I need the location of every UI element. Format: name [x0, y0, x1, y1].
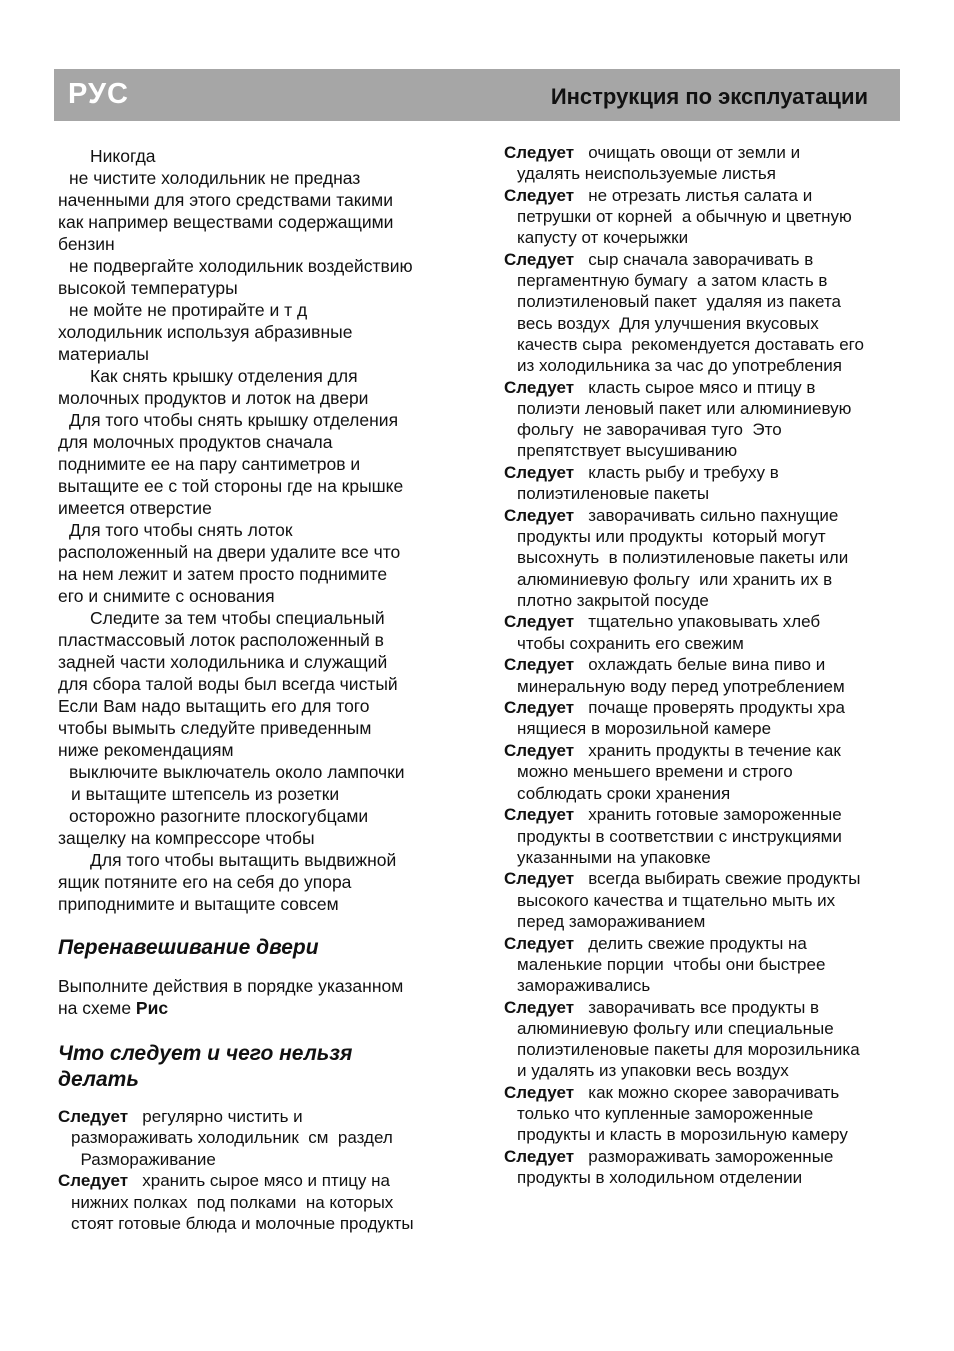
entry-continuation: пергаментную бумагу а затом класть в: [517, 271, 828, 291]
section-title-door-rehang: Перенавешивание двери: [58, 936, 319, 959]
guideline-entry: [504, 697, 904, 739]
entry-label: Следует: [504, 805, 575, 825]
section-title-dos-donts: Что следует и чего нельзя: [58, 1042, 353, 1065]
text-line: Как снять крышку отделения для: [90, 366, 358, 386]
entry-continuation: продукты в холодильном отделении: [517, 1168, 803, 1188]
entry-continuation: соблюдать сроки хранения: [517, 783, 731, 803]
text-line: наченными для этого средствами такими: [58, 190, 393, 210]
text-line: задней части холодильника и служащий: [58, 652, 388, 672]
entry-label: Следует: [58, 1171, 129, 1191]
section-title-dos-donts-cont: делать: [58, 1068, 139, 1091]
page-header: [54, 69, 900, 121]
entry-first-line: [504, 377, 904, 398]
entry-first-line: [504, 997, 904, 1018]
guideline-entry: [504, 1082, 904, 1146]
text-line: защелку на компрессоре чтобы: [58, 828, 315, 848]
text-line: материалы: [58, 344, 149, 364]
figure-reference: Рис: [135, 998, 169, 1018]
entry-text: хранить сырое мясо и птицу на: [142, 1171, 391, 1191]
entry-continuation: указанными на упаковке: [517, 847, 711, 867]
entry-label: Следует: [504, 505, 575, 525]
guideline-entry: [504, 804, 904, 868]
entry-label: Следует: [58, 1107, 129, 1126]
entry-continuation: продукты и класть в морозильную камеру: [517, 1125, 848, 1145]
entry-continuation: фольгу не заворачивая туго Это: [517, 420, 782, 440]
text-line: чтобы вымыть следуйте приведенным: [58, 718, 372, 738]
guideline-entry: [58, 1170, 458, 1234]
guideline-entry: [504, 142, 904, 184]
guideline-entry: [504, 868, 904, 932]
entry-text: хранить готовые замороженные: [588, 805, 842, 825]
section-text-line: Выполните действия в порядке указанном: [58, 976, 404, 996]
entry-label: Следует: [504, 741, 575, 761]
entry-continuation: алюминиевую фольгу или хранить их в: [517, 569, 833, 589]
entry-continuation: продукты или продукты который могут: [517, 527, 826, 547]
entry-text: заворачивать все продукты в: [588, 997, 820, 1017]
entry-continuation: полиэтиленовый пакет удаляя из пакета: [517, 292, 841, 312]
text-line: Следите за тем чтобы специальный: [90, 608, 385, 628]
entry-first-line: [504, 185, 904, 206]
section-text-fragment: на схеме: [58, 998, 136, 1018]
text-line: приподнимите и вытащите совсем: [58, 894, 339, 914]
text-line: высокой температуры: [58, 278, 238, 298]
entry-label: Следует: [504, 250, 575, 270]
text-line: ящик потяните его на себя до упора: [58, 872, 352, 892]
entry-continuation: алюминиевую фольгу или специальные: [517, 1018, 834, 1038]
entry-continuation: полиэти леновый пакет или алюминиевую: [517, 398, 852, 418]
entry-first-line: [58, 1106, 458, 1127]
entry-continuation: только что купленные замороженные: [517, 1104, 814, 1124]
entry-continuation: препятствует высушиванию: [517, 441, 738, 461]
text-line: на нем лежит и затем просто поднимите: [58, 564, 388, 584]
entry-label: Следует: [504, 997, 575, 1017]
entry-text: хранить продукты в течение как: [588, 741, 841, 761]
guideline-entry: [504, 740, 904, 804]
entry-continuation: из холодильника за час до употребления: [517, 356, 842, 376]
text-line: его и снимите с основания: [58, 586, 275, 606]
entry-continuation: петрушки от корней а обычную и цветную: [517, 207, 852, 227]
entry-text: тщательно упаковывать хлеб: [588, 612, 821, 632]
entry-label: Следует: [504, 463, 575, 483]
entry-continuation: маленькие порции чтобы они быстрее: [517, 954, 826, 974]
entry-continuation: замораживались: [517, 975, 651, 995]
text-line: молочных продуктов и лоток на двери: [58, 388, 369, 408]
entry-text: размораживать замороженные: [588, 1147, 834, 1167]
guideline-entry: [504, 462, 904, 504]
guideline-entry: [504, 933, 904, 997]
entry-text: заворачивать сильно пахнущие: [588, 505, 839, 525]
guideline-entry: [504, 1146, 904, 1188]
text-line: для сбора талой воды был всегда чистый: [58, 674, 398, 694]
right-entries: [504, 142, 904, 1188]
text-line: как например веществами содержащими: [58, 212, 394, 232]
entry-text: не отрезать листья салата и: [588, 185, 813, 205]
text-line: Для того чтобы снять крышку отделения: [69, 410, 399, 430]
entry-label: Следует: [504, 933, 575, 953]
text-line: холодильник используя абразивные: [58, 322, 353, 342]
intro-text: [58, 145, 458, 915]
text-line: не мойте не протирайте и т д: [69, 300, 308, 320]
entry-text: делить свежие продукты на: [588, 933, 807, 953]
text-line: пластмассовый лоток расположенный в: [58, 630, 384, 650]
guideline-entry: [504, 611, 904, 653]
entry-text: сыр сначала заворачивать в: [588, 250, 814, 270]
entry-label: Следует: [504, 612, 575, 632]
entry-continuation: капусту от кочерыжки: [517, 228, 689, 248]
entry-continuation: нижних полках под полками на которых: [71, 1192, 394, 1212]
text-line: осторожно разогните плоскогубцами: [69, 806, 369, 826]
entry-continuation: нящиеся в морозильной камере: [517, 719, 772, 739]
entry-continuation: весь воздух Для улучшения вкусовых: [517, 313, 819, 333]
entry-first-line: [504, 611, 904, 632]
text-line: поднимите ее на пару сантиметров и: [58, 454, 361, 474]
entry-first-line: [504, 1082, 904, 1103]
entry-label: Следует: [504, 869, 575, 889]
entry-first-line: [504, 868, 904, 889]
entry-first-line: [504, 740, 904, 761]
guideline-entry: [58, 1106, 458, 1170]
entry-text: охлаждать белые вина пиво и: [588, 655, 826, 675]
entry-continuation: высокого качества и тщательно мыть их: [517, 890, 836, 910]
entry-text: класть рыбу и требуху в: [588, 463, 779, 483]
entry-text: регулярно чистить и: [142, 1107, 303, 1126]
entry-first-line: [504, 1146, 904, 1167]
guideline-entry: [504, 377, 904, 462]
entry-text: очищать овощи от земли и: [588, 143, 801, 162]
entry-continuation: и удалять из упаковки весь воздух: [517, 1061, 789, 1081]
text-line: для молочных продуктов сначала: [58, 432, 333, 452]
entry-first-line: [504, 462, 904, 483]
entry-label: Следует: [504, 185, 575, 205]
entry-first-line: [504, 933, 904, 954]
entry-label: Следует: [504, 1082, 575, 1102]
entry-text: почаще проверять продукты хра: [588, 698, 846, 718]
guideline-entry: [504, 185, 904, 249]
entry-continuation: минеральную воду перед употреблением: [517, 676, 845, 696]
right-column: [504, 142, 904, 1189]
text-line: Для того чтобы снять лоток: [69, 520, 293, 540]
entry-label: Следует: [504, 655, 575, 675]
entry-continuation: чтобы сохранить его свежим: [517, 633, 744, 653]
entry-continuation: высохнуть в полиэтиленовые пакеты или: [517, 548, 849, 568]
entry-first-line: [504, 505, 904, 526]
left-column: [58, 145, 458, 1235]
text-line: и вытащите штепсель из розетки: [71, 784, 340, 804]
text-line: имеется отверстие: [58, 498, 212, 518]
text-line: Никогда: [90, 146, 156, 166]
text-line: выключите выключатель около лампочки: [69, 762, 405, 782]
entry-continuation: полиэтиленовые пакеты для морозильника: [517, 1040, 860, 1060]
entry-first-line: [504, 697, 904, 718]
text-line: вытащите ее с той стороны где на крышке: [58, 476, 404, 496]
guideline-entry: [504, 997, 904, 1082]
language-label: РУС: [68, 78, 129, 110]
guideline-entry: [504, 505, 904, 611]
entry-continuation: можно меньшего времени и строго: [517, 762, 793, 782]
entry-text: как можно скорее заворачивать: [588, 1082, 840, 1102]
entry-continuation: стоят готовые блюда и молочные продукты: [71, 1213, 414, 1233]
entry-continuation: продукты в соответствии с инструкциями: [517, 826, 842, 846]
text-line: Если Вам надо вытащить его для того: [58, 696, 370, 716]
text-line: Для того чтобы вытащить выдвижной: [90, 850, 397, 870]
entry-continuation: удалять неиспользуемые листья: [517, 164, 776, 184]
left-entries: [58, 1106, 458, 1234]
entry-first-line: [504, 654, 904, 675]
section-text-line: [58, 997, 458, 1019]
text-line: ниже рекомендациям: [58, 740, 234, 760]
entry-continuation: качеств сыра рекомендуется доставать его: [517, 334, 864, 354]
entry-continuation: размораживать холодильник см раздел: [71, 1128, 393, 1148]
entry-continuation: перед замораживанием: [517, 911, 706, 931]
entry-continuation: полиэтиленовые пакеты: [517, 484, 710, 504]
entry-text: всегда выбирать свежие продукты: [588, 869, 861, 889]
text-line: не подвергайте холодильник воздействию: [69, 256, 413, 276]
guideline-entry: [504, 654, 904, 696]
guideline-entry: [504, 249, 904, 376]
entry-continuation: плотно закрытой посуде: [517, 590, 709, 610]
entry-label: Следует: [504, 143, 575, 162]
entry-continuation: Размораживание: [71, 1149, 216, 1169]
entry-label: Следует: [504, 1147, 575, 1167]
document-title: Инструкция по эксплуатации: [550, 84, 868, 109]
entry-first-line: [58, 1170, 458, 1191]
entry-first-line: [504, 249, 904, 270]
text-line: бензин: [58, 234, 115, 254]
entry-text: класть сырое мясо и птицу в: [588, 377, 816, 397]
text-line: расположенный на двери удалите все что: [58, 542, 401, 562]
entry-first-line: [504, 142, 904, 163]
entry-first-line: [504, 804, 904, 825]
entry-label: Следует: [504, 377, 575, 397]
entry-label: Следует: [504, 698, 575, 718]
text-line: не чистите холодильник не предназ: [69, 168, 361, 188]
